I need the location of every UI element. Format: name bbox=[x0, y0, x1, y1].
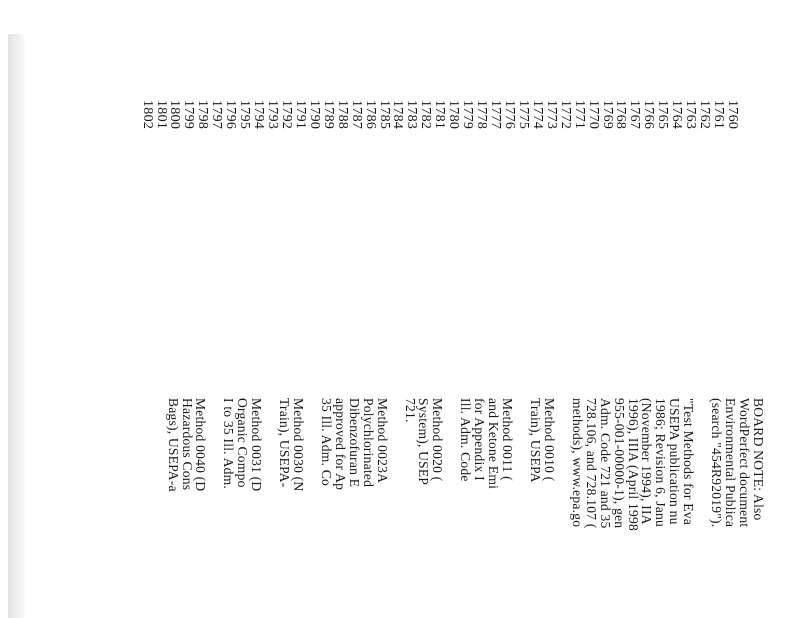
text-line bbox=[208, 398, 222, 531]
line-number: 1781 bbox=[432, 100, 448, 130]
text-line: and Ketone Emi bbox=[486, 398, 502, 490]
line-number: 1771 bbox=[571, 100, 587, 130]
text-line: Train), USEPA bbox=[528, 398, 543, 483]
line-number: 1761 bbox=[711, 100, 727, 130]
line-number: 1796 bbox=[223, 100, 239, 130]
line-number: 1790 bbox=[306, 100, 322, 130]
text-line: 1986; Revision 6, Janu bbox=[653, 398, 669, 528]
line-number: 1760 bbox=[725, 100, 740, 130]
line-number: 1793 bbox=[265, 100, 281, 130]
text-line bbox=[556, 398, 570, 531]
text-line bbox=[305, 398, 319, 531]
line-number: 1763 bbox=[683, 100, 699, 130]
line-number: 1775 bbox=[515, 100, 531, 130]
text-line: Method 0040 (D bbox=[193, 398, 209, 492]
line-number: 1794 bbox=[251, 100, 267, 130]
text-line: for Appendix I bbox=[472, 398, 488, 481]
line-number: 1769 bbox=[599, 100, 615, 130]
text-line: (November 1994), IIA bbox=[639, 398, 655, 525]
line-number: 1779 bbox=[460, 100, 476, 130]
line-number: 1762 bbox=[697, 100, 713, 130]
line-number: 1787 bbox=[348, 100, 364, 130]
line-number: 1785 bbox=[376, 100, 392, 130]
text-line: 728.106, and 728.107 ( bbox=[583, 398, 599, 529]
text-line: 35 Ill. Adm. Co bbox=[318, 398, 334, 486]
text-line: System), USEP bbox=[416, 398, 432, 486]
line-number: 1802 bbox=[139, 100, 155, 130]
text-line bbox=[389, 398, 403, 531]
line-number: 1765 bbox=[655, 100, 671, 130]
line-number: 1776 bbox=[502, 100, 517, 130]
line-number: 1782 bbox=[418, 100, 434, 130]
text-line: methods), www.epa.go bbox=[569, 398, 585, 528]
text-line: Method 0011 ( bbox=[500, 398, 516, 481]
text-line: approved for Ap bbox=[332, 398, 348, 491]
line-number: 1795 bbox=[237, 100, 253, 130]
line-number: 1789 bbox=[320, 100, 336, 130]
text-line: USEPA publication nu bbox=[667, 398, 683, 525]
line-number: 1800 bbox=[167, 100, 183, 130]
scan-edge-shadow bbox=[8, 34, 26, 618]
text-line: Organic Compo bbox=[235, 398, 251, 488]
line-number: 1797 bbox=[209, 100, 225, 130]
text-line: Method 0030 (N bbox=[291, 398, 307, 492]
line-number: 1766 bbox=[641, 100, 657, 130]
line-number: 1792 bbox=[279, 100, 294, 130]
line-number: 1801 bbox=[153, 100, 169, 130]
line-number: 1770 bbox=[585, 100, 601, 130]
text-line: Method 0010 ( bbox=[541, 398, 557, 482]
line-number: 1780 bbox=[446, 100, 462, 130]
document-body-text bbox=[166, 398, 765, 531]
line-number: 1773 bbox=[543, 100, 559, 130]
line-number: 1788 bbox=[334, 100, 350, 130]
text-line: Bags), USEPA-a bbox=[165, 398, 181, 492]
text-line: Environmental Publica bbox=[723, 398, 739, 528]
text-line: Method 0020 ( bbox=[430, 398, 446, 482]
text-line: 955-001-00000-1), gen bbox=[611, 398, 627, 529]
text-line: Adm. Code 721 and 35 bbox=[597, 398, 613, 529]
text-line bbox=[444, 398, 458, 531]
text-line: 721. bbox=[402, 398, 418, 423]
text-line: WordPerfect document bbox=[737, 398, 753, 528]
text-line: Train), USEPA- bbox=[277, 398, 293, 488]
text-line: I to 35 Ill. Adm. bbox=[221, 398, 237, 490]
line-number: 1786 bbox=[362, 100, 378, 130]
line-number: 1767 bbox=[627, 100, 643, 130]
text-line: Method 0023A bbox=[374, 398, 390, 484]
line-number: 1774 bbox=[529, 100, 545, 130]
text-line: Polychlorinated bbox=[360, 398, 376, 488]
line-number: 1778 bbox=[474, 100, 490, 130]
text-line: "Test Methods for Eva bbox=[681, 398, 697, 525]
line-number: 1768 bbox=[613, 100, 629, 130]
text-line bbox=[695, 398, 709, 531]
line-number: 1798 bbox=[195, 100, 211, 130]
text-line: (search "454R92019"). bbox=[709, 398, 725, 528]
text-line: BOARD NOTE: Also bbox=[751, 398, 766, 521]
line-number: 1784 bbox=[390, 100, 406, 130]
line-number: 1772 bbox=[557, 100, 573, 130]
text-line: 1996), IIIA (April 1998 bbox=[625, 398, 641, 531]
line-number: 1791 bbox=[292, 100, 308, 130]
line-number: 1777 bbox=[488, 100, 504, 130]
text-line bbox=[263, 398, 277, 531]
text-line: Dibenzofuran E bbox=[346, 398, 362, 488]
line-number: 1783 bbox=[404, 100, 420, 130]
text-line: Method 0031 (D bbox=[249, 398, 265, 492]
text-line: Hazardous Cons bbox=[179, 398, 195, 491]
text-line bbox=[514, 398, 528, 531]
line-number: 1799 bbox=[181, 100, 197, 130]
text-line: Ill. Adm. Code bbox=[458, 398, 474, 482]
line-number: 1764 bbox=[669, 100, 685, 130]
line-number-column bbox=[140, 100, 739, 129]
